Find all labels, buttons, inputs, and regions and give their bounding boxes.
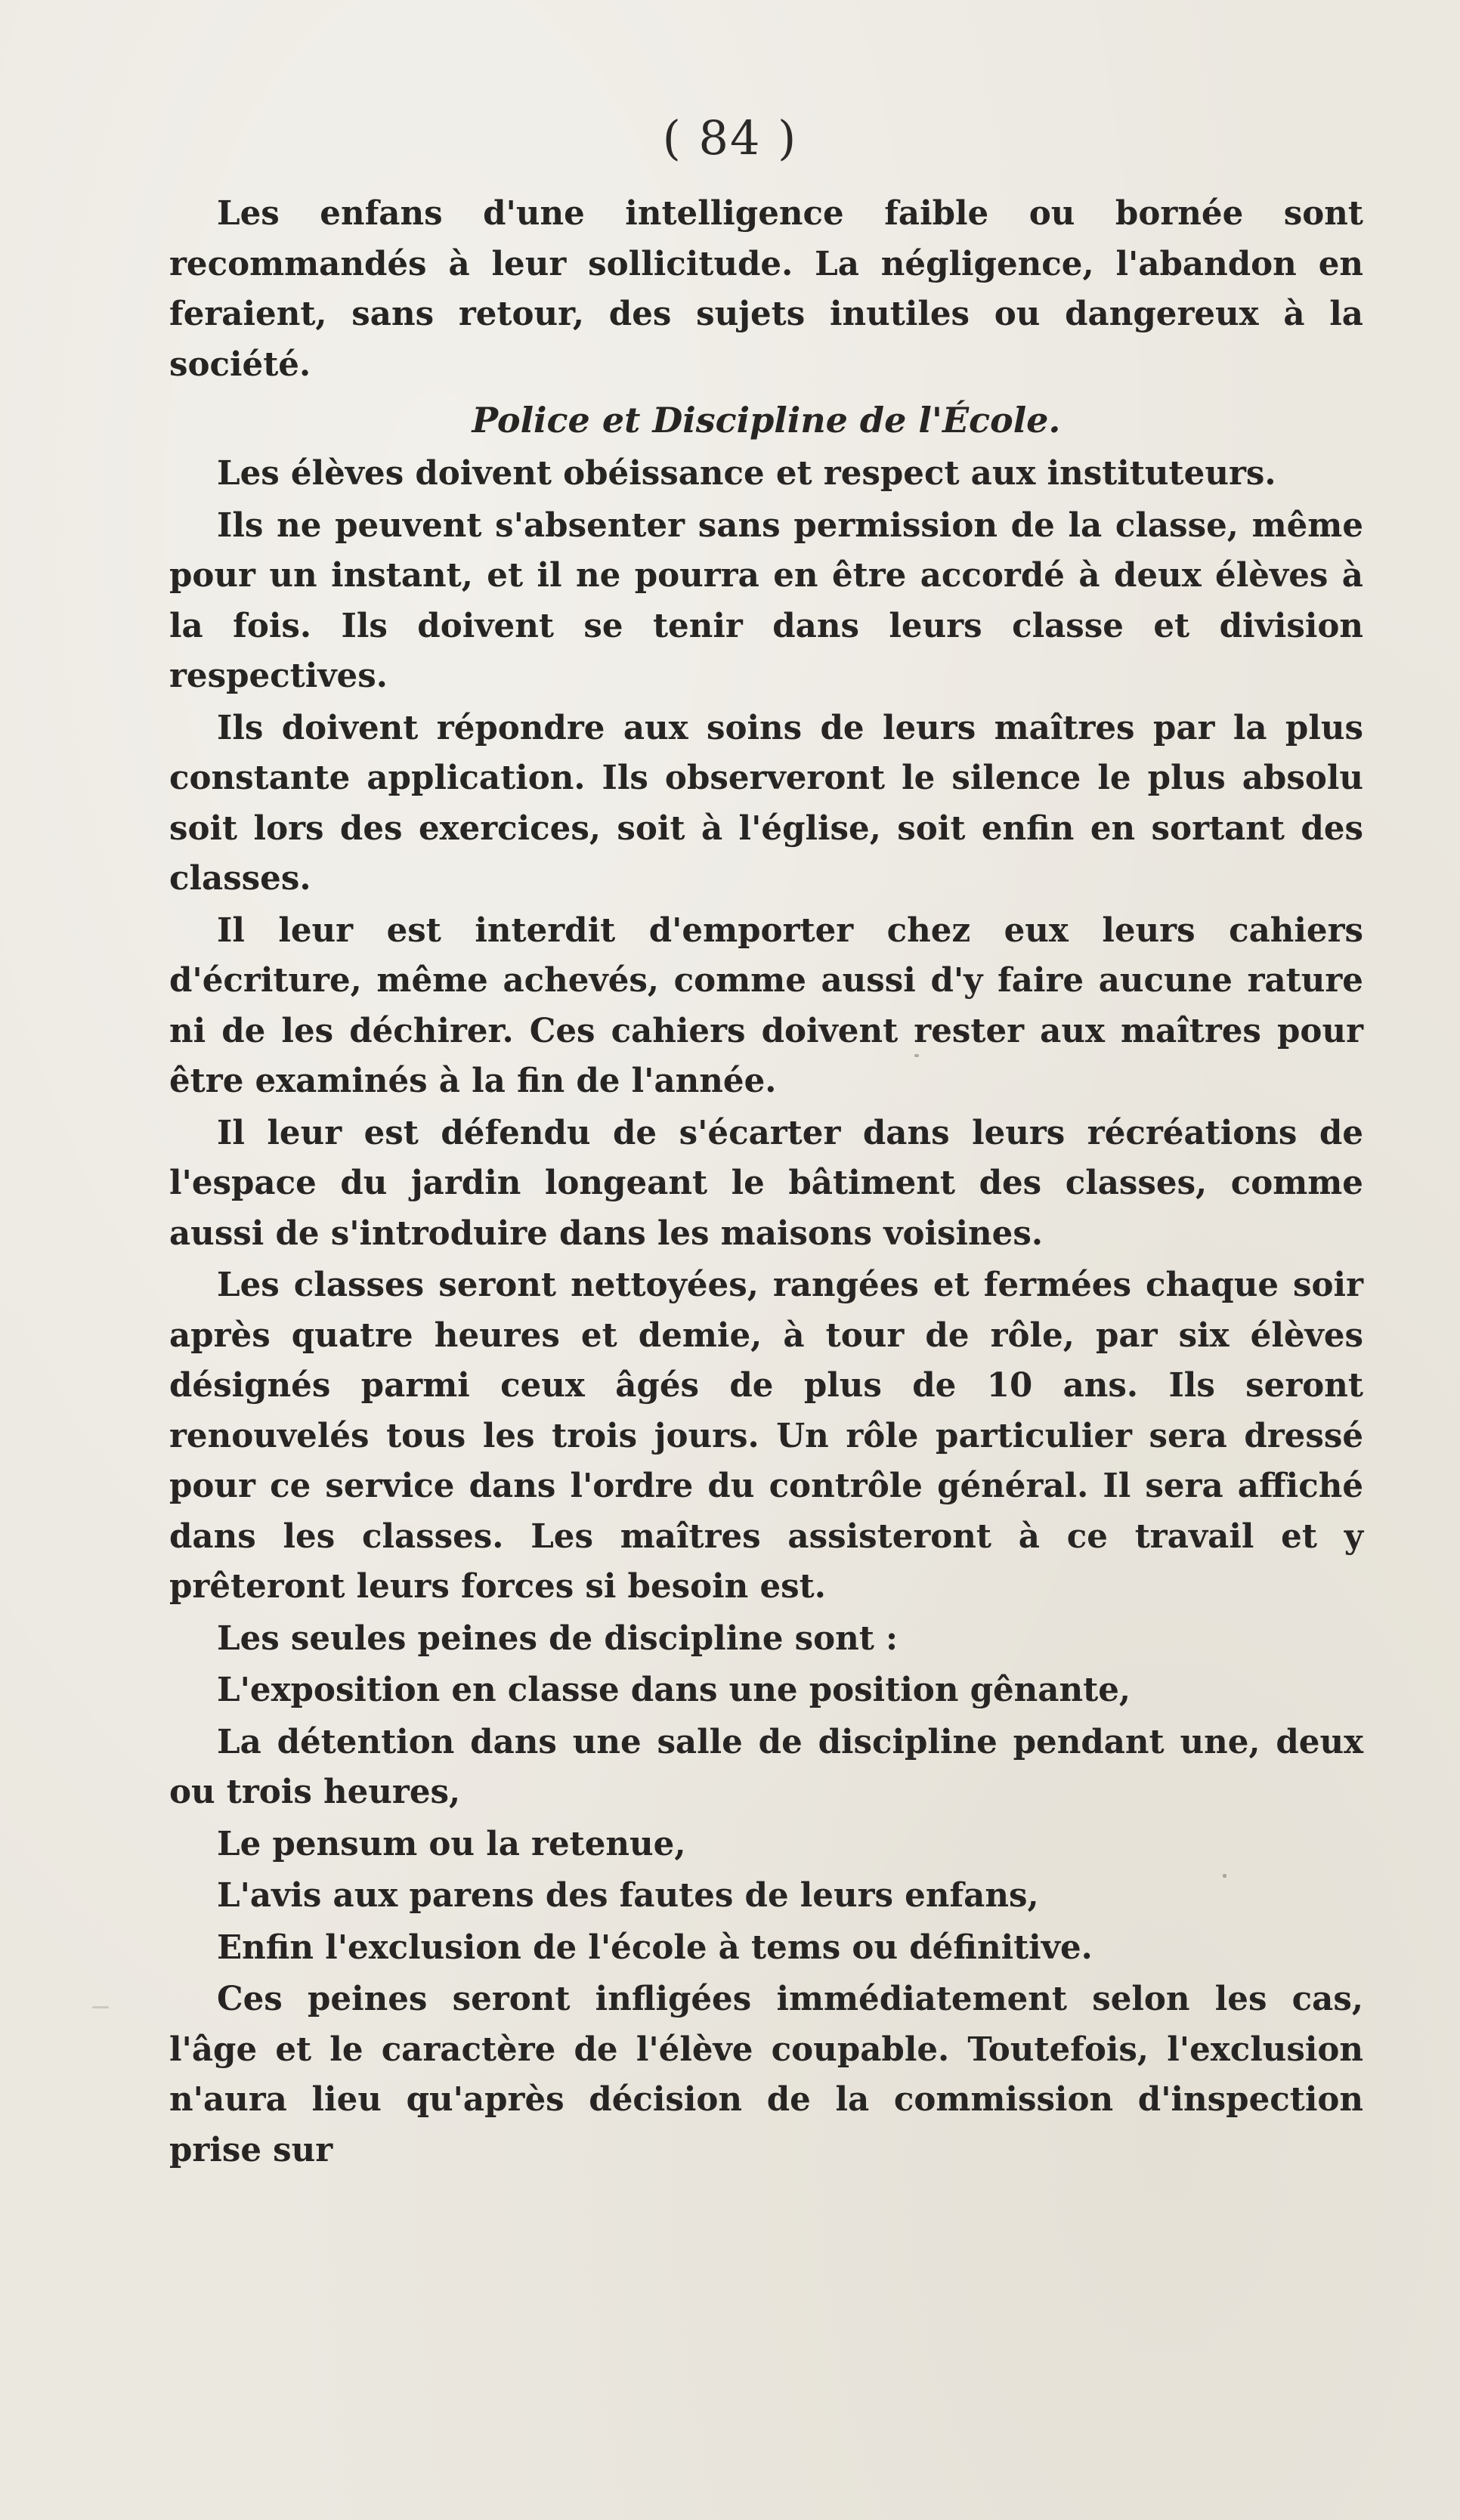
section-heading: Police et Discipline de l'École.: [472, 400, 1061, 441]
paragraph: Les élèves doivent obéissance et respect aux instituteurs.: [217, 454, 1276, 493]
paragraph: Il leur est interdit d'emporter chez eux leurs cahiers d'écriture, même achevés, comme aussi d'y faire aucune rature ni de les déchirer. Ces cahiers doivent rester aux maîtres pour être examinés à la fin de l'année.: [169, 911, 1363, 1100]
list-item: L'exposition en classe dans une position gênante,: [217, 1671, 1131, 1709]
paragraph: Les enfans d'une intelligence faible ou bornée sont recommandés à leur sollicitude. La négligence, l'abandon en feraient, sans retour, des sujets inutiles ou dangereux à la société.: [169, 194, 1363, 384]
list-item: Enfin l'exclusion de l'école à tems ou définitive.: [217, 1928, 1093, 1967]
paper-speck: [92, 2006, 109, 2008]
list-item: La détention dans une salle de discipline pendant une, deux ou trois heures,: [169, 1722, 1363, 1811]
list-item: L'avis aux parens des fautes de leurs enfans,: [217, 1876, 1039, 1915]
paragraph: Ils ne peuvent s'absenter sans permission de la classe, même pour un instant, et il ne pourra en être accordé à deux élèves à la fois. Ils doivent se tenir dans leurs classe et division respectives.: [169, 506, 1363, 695]
paper-speck: [1223, 1874, 1226, 1878]
paper-speck: [914, 1054, 919, 1057]
page-number: ( 84 ): [662, 110, 798, 165]
body-text: [169, 189, 1363, 2175]
list-item: Le pensum ou la retenue,: [217, 1824, 686, 1863]
paragraph: Ces peines seront infligées immédiatement selon les cas, l'âge et le caractère de l'élève coupable. Toutefois, l'exclusion n'aura lieu qu'après décision de la commission d'inspection prise sur: [169, 1980, 1363, 2169]
paragraph: Ils doivent répondre aux soins de leurs maîtres par la plus constante application. Ils observeront le silence le plus absolu soit lors des exercices, soit à l'église, soit enfin en sortant des classes.: [169, 708, 1363, 898]
paragraph: Les seules peines de discipline sont :: [217, 1619, 899, 1658]
paragraph: Les classes seront nettoyées, rangées et fermées chaque soir après quatre heures et demie, à tour de rôle, par six élèves désignés parmi ceux âgés de plus de 10 ans. Ils seront renouvelés tous les trois jours. Un rôle particulier sera dressé pour ce service dans l'ordre du contrôle général. Il sera affiché dans les classes. Les maîtres assisteront à ce travail et y prêteront leurs forces si besoin est.: [169, 1266, 1363, 1606]
paragraph: Il leur est défendu de s'écarter dans leurs récréations de l'espace du jardin longeant le bâtiment des classes, comme aussi de s'introduire dans les maisons voisines.: [169, 1113, 1363, 1253]
